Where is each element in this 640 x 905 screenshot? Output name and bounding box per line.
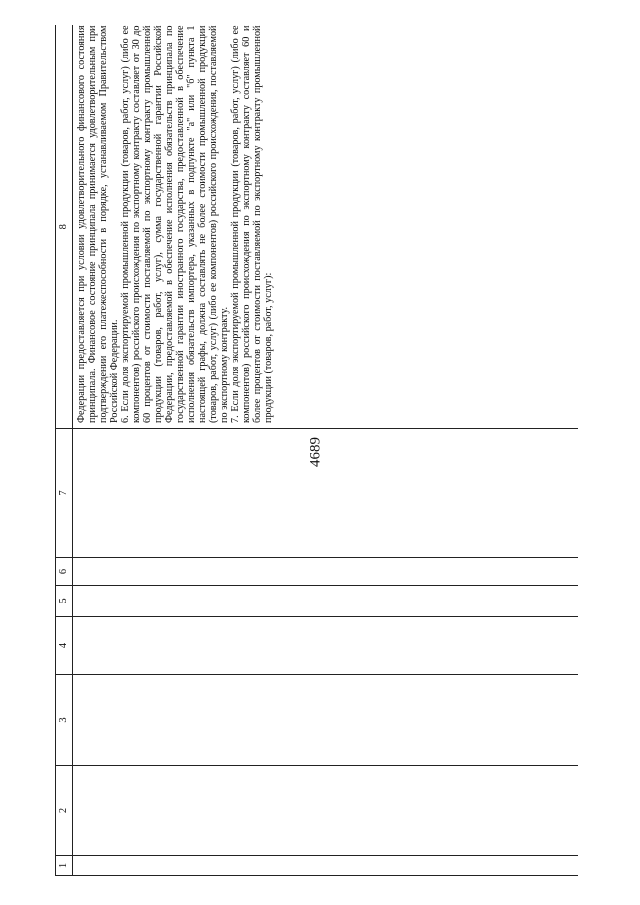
cell-col-3 bbox=[73, 675, 579, 766]
paragraph-item-6: 6. Если доля экспортируемой промышленной продукции (товаров, работ, услуг) (либо ее компонентов) российского происхождения по экспортному контракту составляет от 30 до 60 процентов от стоимости поставляемой по экспортному контракту промышленной продукции (товаров, работ, услуг), сумма государственной гарантии Российской Федерации, предоставляемой в обеспечение исполнения обязательств принципала по государственной гарантии иностранного государства, предоставленной в обеспечение исполнения обязательств импортера, указанных в подпункте "а" или "б" пункта 1 настоящей графы, должна составлять не более стоимости промышленной продукции (товаров, работ, услуг) (либо ее компонентов) российского происхождения, поставляемой по экспортному контракту. bbox=[120, 25, 230, 423]
column-header-3: 3 bbox=[56, 675, 73, 766]
page-number: 4689 bbox=[307, 437, 324, 467]
cell-col-4 bbox=[73, 617, 579, 675]
column-header-6: 6 bbox=[56, 558, 73, 586]
cell-col-1 bbox=[73, 856, 579, 876]
column-header-4: 4 bbox=[56, 617, 73, 675]
column-header-5: 5 bbox=[56, 586, 73, 617]
paragraph-continuation: Федерации предоставляется при условии удовлетворительного финансового состояния принципала. Финансовое состояние принципала принимается удовлетворительным при подтверждении его платежеспособности в порядке, устанавливаемом Правительством Российской Федерации. bbox=[76, 25, 120, 423]
cell-col-7 bbox=[73, 429, 579, 558]
rotated-table-sheet bbox=[55, 26, 580, 876]
column-header-1: 1 bbox=[56, 856, 73, 876]
document-table bbox=[55, 26, 578, 877]
paragraph-item-7: 7. Если доля экспортируемой промышленной продукции (товаров, работ, услуг) (либо ее компонентов) российского происхождения по экспортному контракту составляет 60 и более процентов от стоимости поставляемой по экспортному контракту промышленной продукции (товаров, работ, услуг): bbox=[230, 25, 274, 423]
cell-col-2 bbox=[73, 766, 579, 856]
table-header-row bbox=[56, 26, 73, 876]
column-header-8: 8 bbox=[56, 26, 73, 429]
column-header-2: 2 bbox=[56, 766, 73, 856]
cell-col-8-text bbox=[73, 26, 579, 429]
table-body-row bbox=[73, 26, 579, 876]
column-header-7: 7 bbox=[56, 429, 73, 558]
cell-col-5 bbox=[73, 586, 579, 617]
cell-col-6 bbox=[73, 558, 579, 586]
